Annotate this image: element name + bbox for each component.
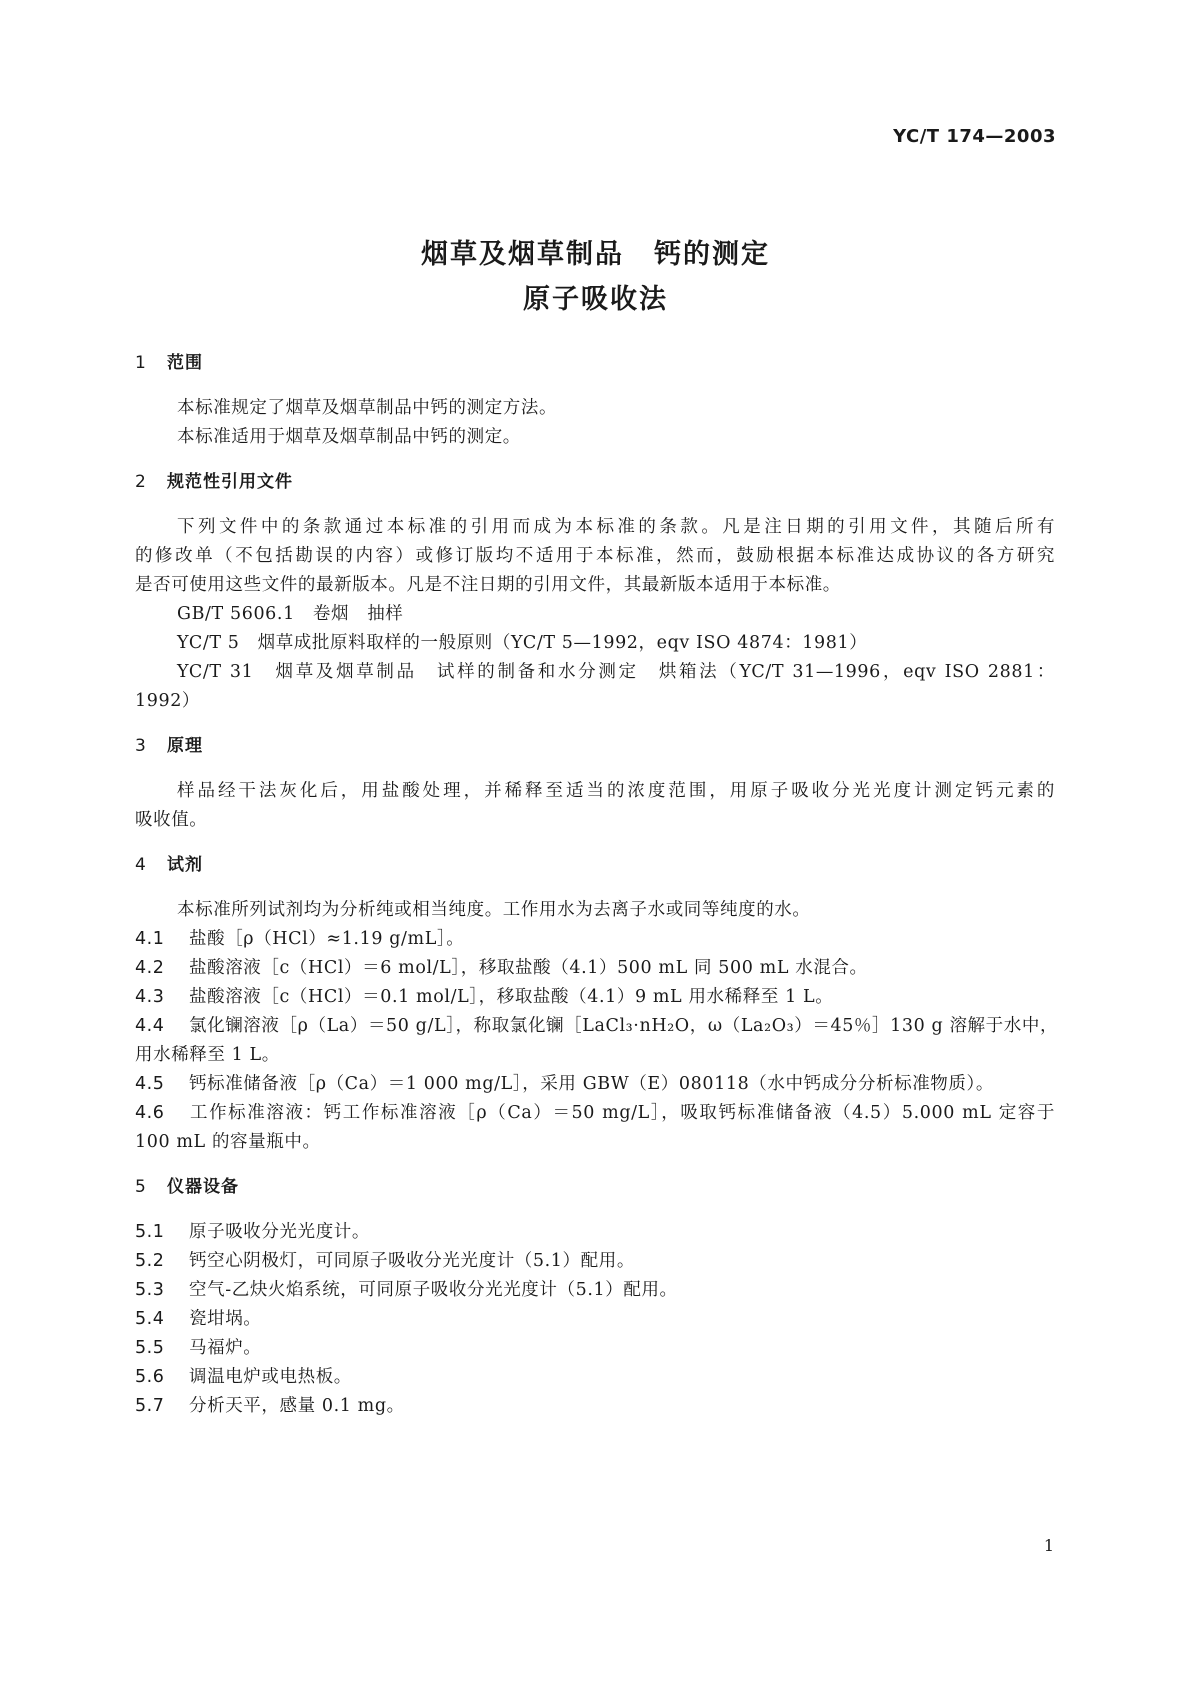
section-heading-5: 5 仪器设备 (135, 1177, 239, 1197)
paragraph: 本标准所列试剂均为分析纯或相当纯度。工作用水为去离子水或同等纯度的水。 (177, 900, 811, 920)
section-heading-4: 4 试剂 (135, 855, 203, 875)
apparatus-item: 5.3 空气-乙炔火焰系统，可同原子吸收分光光度计（5.1）配用。 (135, 1280, 678, 1300)
title-part-2: 钙的测定 (654, 239, 770, 270)
apparatus-item: 5.5 马福炉。 (135, 1338, 262, 1358)
apparatus-item: 5.7 分析天平，感量 0.1 mg。 (135, 1396, 405, 1416)
reference-item: GB/T 5606.1 卷烟 抽样 (177, 604, 404, 624)
apparatus-item: 5.2 钙空心阴极灯，可同原子吸收分光光度计（5.1）配用。 (135, 1251, 635, 1271)
paragraph: 本标准适用于烟草及烟草制品中钙的测定。 (177, 427, 521, 447)
reagent-item: 4.2 盐酸溶液［c（HCl）＝6 mol/L］，移取盐酸（4.1）500 mL 同 500 mL 水混合。 (135, 958, 868, 978)
reagent-item-continuation: 100 mL 的容量瓶中。 (135, 1132, 321, 1152)
section-heading-3: 3 原理 (135, 736, 203, 756)
reagent-item: 4.4 氯化镧溶液［ρ（La）＝50 g/L］，称取氯化镧［LaCl₃·nH₂O，ω（La₂O₃）＝45％］130 g 溶解于水中， (135, 1016, 1059, 1036)
reagent-item: 4.6 工作标准溶液：钙工作标准溶液［ρ（Ca）＝50 mg/L］，吸取钙标准储备液（4.5）5.000 mL 定容于 (135, 1103, 1055, 1123)
page-number: 1 (1043, 1536, 1054, 1555)
paragraph-line: 是否可使用这些文件的最新版本。凡是不注日期的引用文件，其最新版本适用于本标准。 (135, 575, 841, 595)
apparatus-item: 5.4 瓷坩埚。 (135, 1309, 262, 1329)
reagent-item: 4.5 钙标准储备液［ρ（Ca）＝1 000 mg/L］，采用 GBW（E）080118（水中钙成分分析标准物质）。 (135, 1074, 994, 1094)
paragraph-line: 下列文件中的条款通过本标准的引用而成为本标准的条款。凡是注日期的引用文件，其随后所有 (177, 517, 1055, 537)
reagent-item: 4.1 盐酸［ρ（HCl）≈1.19 g/mL］。 (135, 929, 465, 949)
section-heading-2: 2 规范性引用文件 (135, 472, 293, 492)
apparatus-item: 5.6 调温电炉或电热板。 (135, 1367, 352, 1387)
apparatus-item: 5.1 原子吸收分光光度计。 (135, 1222, 370, 1242)
reference-item-continuation: 1992） (135, 691, 201, 711)
document-subtitle: 原子吸收法 (523, 284, 668, 315)
reagent-item-continuation: 用水稀释至 1 L。 (135, 1045, 280, 1065)
section-heading-1: 1 范围 (135, 353, 203, 373)
paragraph-line: 吸收值。 (135, 810, 208, 830)
reference-item: YC/T 31 烟草及烟草制品 试样的制备和水分测定 烘箱法（YC/T 31—1996，eqv ISO 2881： (177, 662, 1055, 682)
document-title (0, 232, 1191, 271)
reference-item: YC/T 5 烟草成批原料取样的一般原则（YC/T 5—1992，eqv ISO 4874：1981） (177, 633, 868, 653)
paragraph-line: 的修改单（不包括勘误的内容）或修订版均不适用于本标准，然而，鼓励根据本标准达成协议的各方研究 (135, 546, 1055, 566)
paragraph: 本标准规定了烟草及烟草制品中钙的测定方法。 (177, 398, 558, 418)
standard-code: YC/T 174—2003 (893, 126, 1056, 147)
reagent-item: 4.3 盐酸溶液［c（HCl）＝0.1 mol/L］，移取盐酸（4.1）9 mL 用水稀释至 1 L。 (135, 987, 834, 1007)
title-part-1: 烟草及烟草制品 (421, 239, 624, 270)
paragraph-line: 样品经干法灰化后，用盐酸处理，并稀释至适当的浓度范围，用原子吸收分光光度计测定钙元素的 (177, 781, 1055, 801)
